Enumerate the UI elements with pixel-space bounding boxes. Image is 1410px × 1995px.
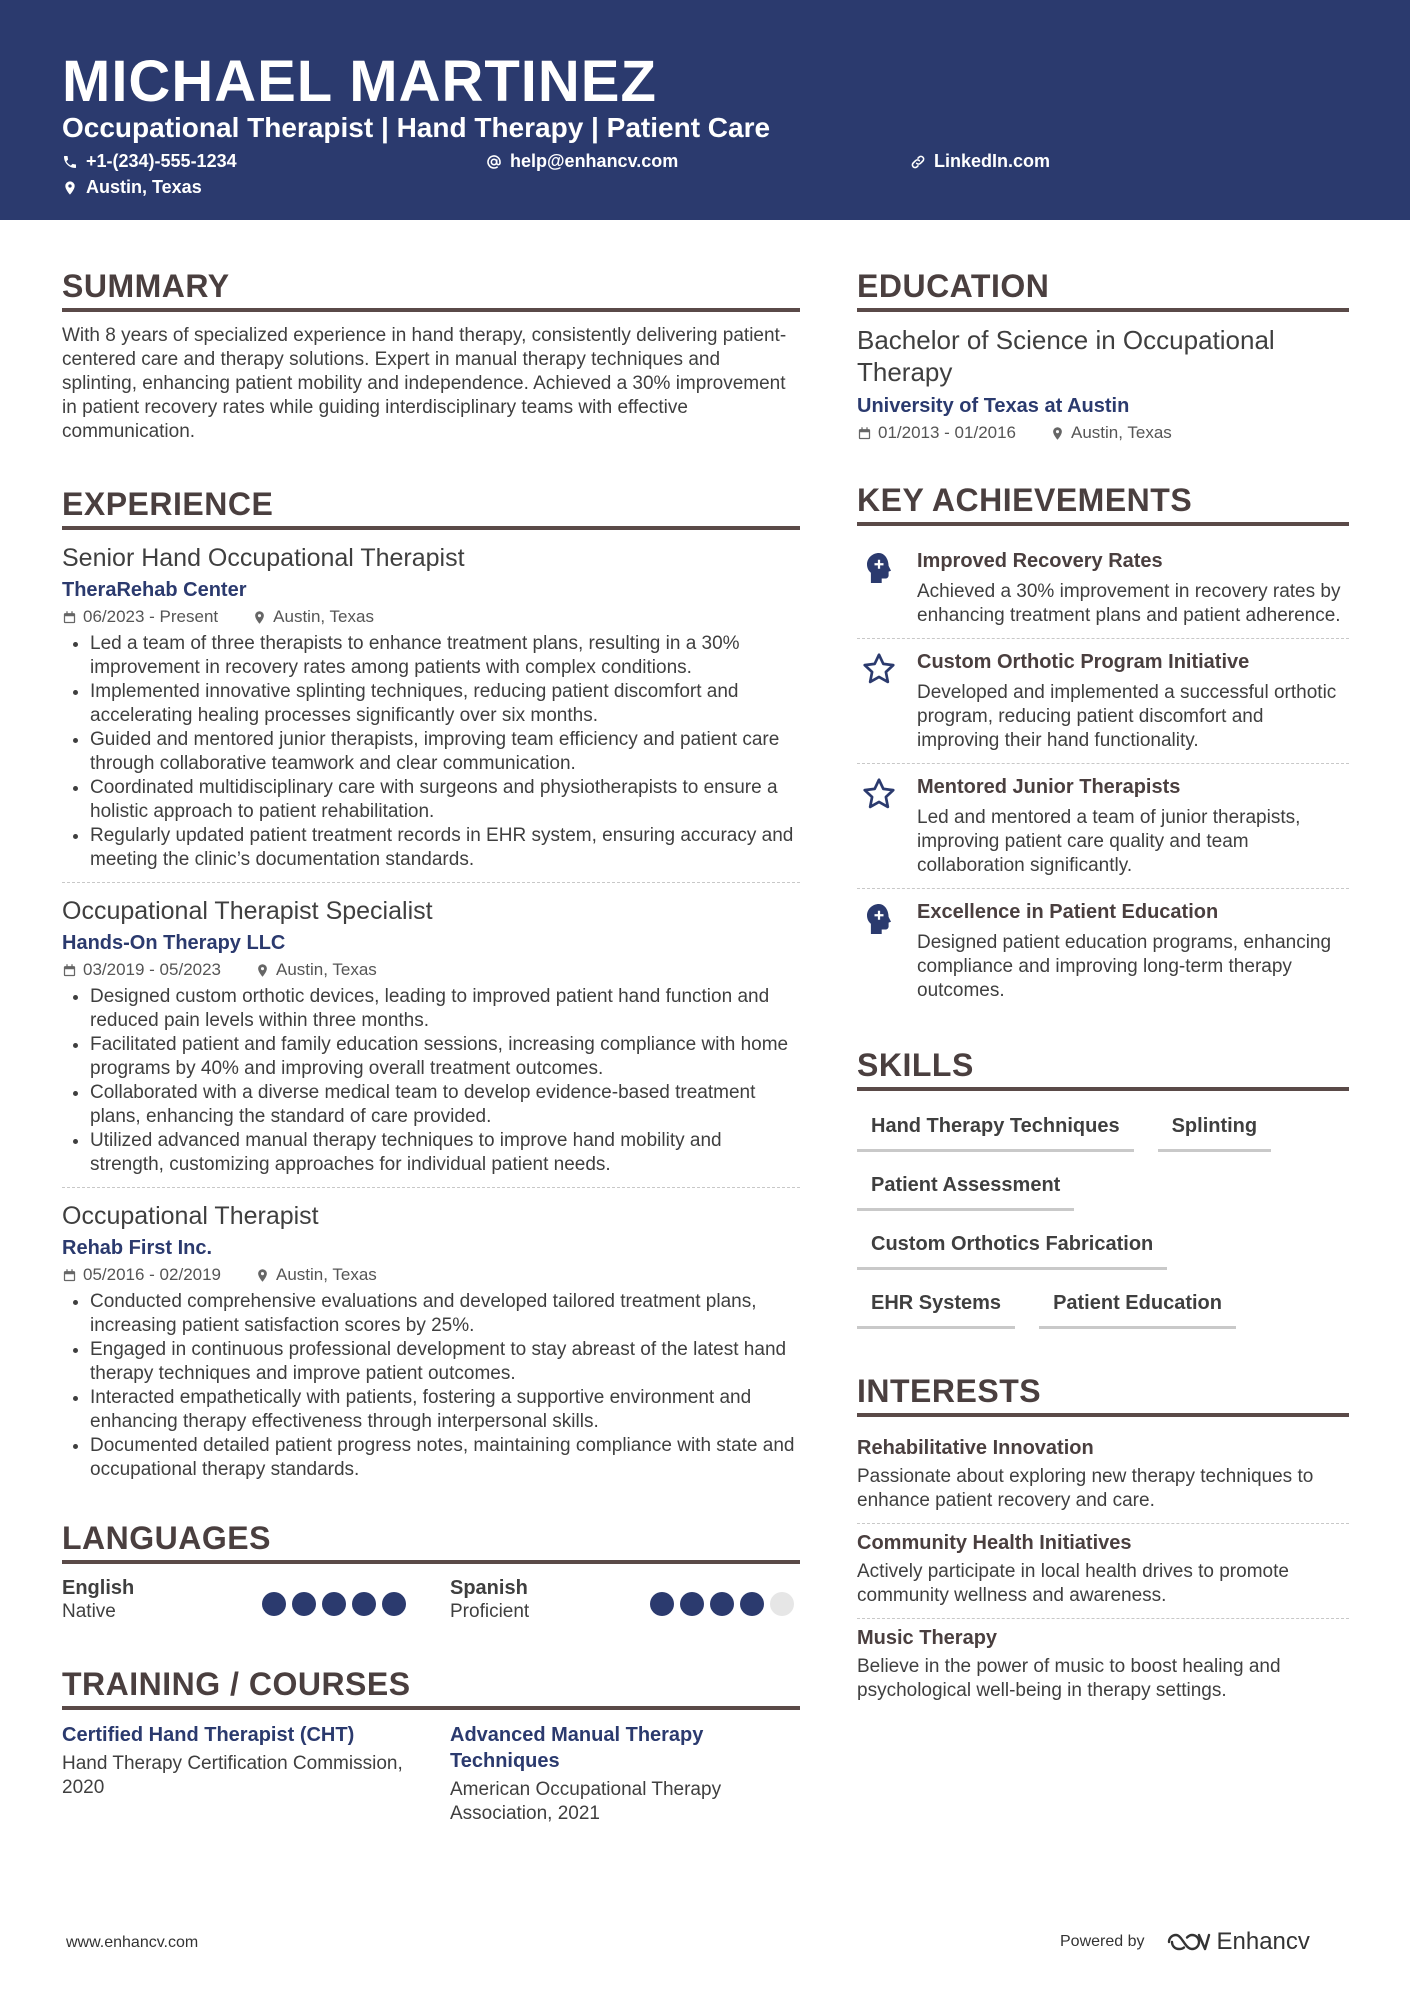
email-text[interactable]: help@enhancv.com — [510, 151, 679, 171]
bullet-item: • Regularly updated patient treatment records in EHR system, ensuring accuracy and meeting the clinic’s documentation standards. — [90, 824, 800, 872]
interest-title: Rehabilitative Innovation — [857, 1437, 1094, 1459]
rating-dot-filled — [292, 1592, 316, 1616]
contact-linkedin[interactable] — [910, 151, 1050, 172]
skills-list — [857, 1103, 1349, 1329]
summary-section — [62, 266, 800, 444]
job-entry — [62, 1200, 800, 1492]
job-role: Occupational Therapist — [62, 1202, 319, 1230]
course-org: American Occupational Therapy Association, 2021 — [450, 1779, 722, 1824]
job-meta — [62, 957, 800, 983]
calendar-icon — [62, 1268, 77, 1283]
footer-branding — [1060, 1928, 1310, 1956]
job-role: Senior Hand Occupational Therapist — [62, 544, 465, 572]
bullet-item: • Led a team of three therapists to enhance treatment plans, resulting in a 30% improvement in recovery rates among patients with complex conditions. — [90, 632, 800, 680]
location-text: Austin, Texas — [86, 177, 202, 197]
job-meta — [62, 1262, 800, 1288]
achievement-title: Excellence in Patient Education — [917, 901, 1219, 923]
bullet-item: • Guided and mentored junior therapists, improving team efficiency and patient care through collaborative teamwork and clear communication. — [90, 728, 800, 776]
star-icon — [861, 651, 897, 687]
course-item — [62, 1722, 412, 1826]
language-name: Spanish — [450, 1577, 528, 1599]
skill-tag: Patient Assessment — [857, 1172, 1074, 1211]
interest-desc: Actively participate in local health drives to promote community wellness and awareness. — [857, 1561, 1289, 1606]
education-section — [857, 266, 1349, 446]
courses-list — [62, 1722, 800, 1826]
language-rating — [262, 1592, 406, 1616]
footer-website[interactable]: www.enhancv.com — [66, 1934, 199, 1951]
skill-tag: Custom Orthotics Fabrication — [857, 1231, 1167, 1270]
right-column — [857, 266, 1349, 1753]
bullet-item: • Collaborated with a diverse medical team to develop evidence-based treatment plans, enhancing the standard of care provided. — [90, 1081, 800, 1129]
course-title: Certified Hand Therapist (CHT) — [62, 1724, 355, 1746]
job-dates: 06/2023 - Present — [83, 607, 219, 626]
skills-section — [857, 1045, 1349, 1329]
achievement-title: Mentored Junior Therapists — [917, 776, 1181, 798]
interest-title: Community Health Initiatives — [857, 1532, 1132, 1554]
job-location: Austin, Texas — [276, 1265, 377, 1284]
link-icon — [910, 154, 926, 170]
interests-section — [857, 1371, 1349, 1713]
summary-heading: SUMMARY — [62, 266, 800, 312]
language-name: English — [62, 1577, 135, 1599]
left-column — [62, 266, 800, 1866]
rating-dot-filled — [262, 1592, 286, 1616]
job-dates: 03/2019 - 05/2023 — [83, 960, 222, 979]
job-location: Austin, Texas — [273, 607, 374, 626]
interest-desc: Passionate about exploring new therapy techniques to enhance patient recovery and care. — [857, 1466, 1314, 1511]
location-pin-icon — [255, 963, 270, 978]
bullet-item: • Utilized advanced manual therapy techniques to improve hand mobility and strength, customizing approaches for individual patient needs. — [90, 1129, 800, 1177]
job-role: Occupational Therapist Specialist — [62, 897, 433, 925]
job-bullets — [62, 1290, 800, 1482]
bullet-item: • Facilitated patient and family education sessions, increasing compliance with home programs by 40% and improving overall treatment outcomes. — [90, 1033, 800, 1081]
interest-item — [857, 1619, 1349, 1713]
achievement-item — [857, 764, 1349, 889]
skill-tag: Patient Education — [1039, 1290, 1236, 1329]
job-company: Hands-On Therapy LLC — [62, 932, 286, 954]
job-location: Austin, Texas — [276, 960, 377, 979]
interest-desc: Believe in the power of music to boost healing and psychological well-being in therapy settings. — [857, 1656, 1281, 1701]
rating-dot-filled — [352, 1592, 376, 1616]
job-bullets — [62, 632, 800, 872]
contact-location — [62, 177, 202, 198]
job-entry — [62, 895, 800, 1188]
job-dates: 05/2016 - 02/2019 — [83, 1265, 222, 1284]
experience-section — [62, 484, 800, 1492]
head-icon — [861, 550, 897, 586]
candidate-title: Occupational Therapist | Hand Therapy | Patient Care — [62, 112, 771, 143]
rating-dot-filled — [740, 1592, 764, 1616]
language-item — [62, 1576, 412, 1624]
achievements-heading: KEY ACHIEVEMENTS — [857, 480, 1349, 526]
course-item — [450, 1722, 800, 1826]
phone-icon — [62, 154, 78, 170]
training-section — [62, 1664, 800, 1826]
achievement-item — [857, 538, 1349, 639]
calendar-icon — [62, 963, 77, 978]
job-meta — [62, 604, 800, 630]
interest-item — [857, 1429, 1349, 1524]
brand-text: Enhancv — [1216, 1928, 1310, 1955]
edu-degree: Bachelor of Science in Occupational Therapy — [857, 325, 1275, 387]
language-item — [450, 1576, 800, 1624]
achievements-section — [857, 480, 1349, 1013]
edu-dates: 01/2013 - 01/2016 — [878, 423, 1017, 442]
summary-text: With 8 years of specialized experience in hand therapy, consistently delivering patient-centered care and therapy solutions. Expert in manual therapy techniques and splinting, enhancing patient mobility and independence. Achieved a 30% improvement in patient recovery rates while guiding interdisciplinary teams with effective communication. — [62, 325, 787, 442]
location-pin-icon — [1050, 426, 1065, 441]
edu-meta — [857, 420, 1349, 446]
star-icon — [861, 776, 897, 812]
training-heading: TRAINING / COURSES — [62, 1664, 800, 1710]
infinity-logo-icon — [1165, 1929, 1211, 1955]
language-rating — [650, 1592, 794, 1616]
rating-dot-empty — [770, 1592, 794, 1616]
location-pin-icon — [252, 610, 267, 625]
head-icon — [861, 901, 897, 937]
job-company: Rehab First Inc. — [62, 1237, 213, 1259]
course-org: Hand Therapy Certification Commission, 2020 — [62, 1753, 403, 1798]
interest-item — [857, 1524, 1349, 1619]
contact-email[interactable] — [486, 151, 678, 172]
contact-phone — [62, 151, 237, 172]
resume-header — [0, 0, 1410, 220]
edu-school: University of Texas at Austin — [857, 395, 1130, 417]
language-level: Native — [62, 1601, 116, 1622]
achievement-item — [857, 639, 1349, 764]
rating-dot-filled — [710, 1592, 734, 1616]
languages-list — [62, 1576, 800, 1624]
achievement-desc: Led and mentored a team of junior therapists, improving patient care quality and team collaboration significantly. — [917, 807, 1301, 876]
bullet-item: • Engaged in continuous professional development to stay abreast of the latest hand therapy techniques and improve patient outcomes. — [90, 1338, 800, 1386]
bullet-item: • Documented detailed patient progress notes, maintaining compliance with state and occupational therapy standards. — [90, 1434, 800, 1482]
powered-by-text: Powered by — [1060, 1933, 1145, 1950]
language-level: Proficient — [450, 1601, 530, 1622]
rating-dot-filled — [650, 1592, 674, 1616]
education-heading: EDUCATION — [857, 266, 1349, 312]
achievement-title: Improved Recovery Rates — [917, 550, 1163, 572]
job-company: TheraRehab Center — [62, 579, 247, 601]
languages-section — [62, 1518, 800, 1624]
achievement-title: Custom Orthotic Program Initiative — [917, 651, 1250, 673]
edu-location: Austin, Texas — [1071, 423, 1172, 442]
course-title: Advanced Manual Therapy Techniques — [450, 1724, 704, 1772]
location-pin-icon — [255, 1268, 270, 1283]
skills-heading: SKILLS — [857, 1045, 1349, 1091]
languages-heading: LANGUAGES — [62, 1518, 800, 1564]
experience-heading: EXPERIENCE — [62, 484, 800, 530]
candidate-name: MICHAEL MARTINEZ — [62, 49, 657, 114]
linkedin-text[interactable]: LinkedIn.com — [934, 151, 1051, 171]
enhancv-logo[interactable] — [1165, 1928, 1310, 1956]
bullet-item: • Coordinated multidisciplinary care with surgeons and physiotherapists to ensure a holistic approach to patient rehabilitation. — [90, 776, 800, 824]
achievement-item — [857, 889, 1349, 1013]
at-icon — [486, 154, 502, 170]
skill-tag: EHR Systems — [857, 1290, 1015, 1329]
bullet-item: • Implemented innovative splinting techniques, reducing patient discomfort and accelerating healing processes significantly over six months. — [90, 680, 800, 728]
bullet-item: • Interacted empathetically with patients, fostering a supportive environment and enhancing therapy effectiveness through interpersonal skills. — [90, 1386, 800, 1434]
skill-tag: Splinting — [1158, 1113, 1272, 1152]
achievement-desc: Achieved a 30% improvement in recovery rates by enhancing treatment plans and patient adherence. — [917, 581, 1341, 626]
rating-dot-filled — [382, 1592, 406, 1616]
calendar-icon — [62, 610, 77, 625]
interest-title: Music Therapy — [857, 1627, 998, 1649]
achievement-desc: Developed and implemented a successful orthotic program, reducing patient discomfort and improving their hand functionality. — [917, 682, 1337, 751]
rating-dot-filled — [680, 1592, 704, 1616]
phone-text: +1-(234)-555-1234 — [86, 151, 237, 171]
achievement-desc: Designed patient education programs, enhancing compliance and improving long-term therapy outcomes. — [917, 932, 1332, 1001]
job-bullets — [62, 985, 800, 1177]
job-entry — [62, 542, 800, 883]
bullet-item: • Conducted comprehensive evaluations and developed tailored treatment plans, increasing patient satisfaction scores by 25%. — [90, 1290, 800, 1338]
skill-tag: Hand Therapy Techniques — [857, 1113, 1134, 1152]
bullet-item: • Designed custom orthotic devices, leading to improved patient hand function and reduced pain levels within three months. — [90, 985, 800, 1033]
rating-dot-filled — [322, 1592, 346, 1616]
location-pin-icon — [62, 180, 78, 196]
calendar-icon — [857, 426, 872, 441]
interests-heading: INTERESTS — [857, 1371, 1349, 1417]
